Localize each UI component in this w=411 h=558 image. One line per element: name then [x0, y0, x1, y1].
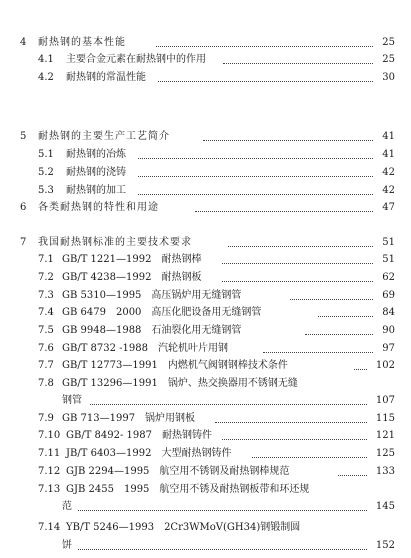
entry-title: 耐热钢的冶炼	[66, 149, 126, 160]
entry-number: 5.3	[38, 185, 54, 196]
dot-leader	[222, 280, 373, 282]
toc-entry	[0, 520, 411, 536]
dot-leader	[318, 315, 373, 317]
toc-entry	[0, 129, 411, 145]
dot-leader	[252, 456, 367, 458]
entry-page: 25	[382, 54, 395, 65]
dot-leader	[78, 548, 367, 550]
dot-leader	[338, 474, 367, 476]
toc-entry	[0, 235, 411, 251]
entry-title: 耐热钢的浇铸	[66, 167, 126, 178]
entry-title: 耐热钢的常温性能	[66, 72, 146, 83]
entry-title: JB/T 6403—1992 大型耐热钢铸件	[66, 448, 232, 459]
entry-page: 152	[375, 540, 395, 551]
entry-page: 125	[375, 448, 395, 459]
entry-title: 饼	[62, 540, 72, 551]
entry-title: GB 6479 2000 高压化肥设备用无缝钢管	[62, 307, 262, 318]
entry-page: 107	[375, 395, 395, 406]
entry-number: 4	[20, 37, 27, 48]
dot-leader	[78, 509, 367, 511]
entry-title: YB/T 5246—1993 2Cr3WMoV(GH34)钢锻制圆	[66, 522, 301, 533]
entry-number: 7.6	[38, 343, 54, 354]
toc-entry	[0, 376, 411, 392]
entry-number: 7	[20, 237, 27, 248]
dot-leader	[90, 403, 367, 405]
entry-number: 7.7	[38, 360, 54, 371]
entry-page: 145	[375, 501, 395, 512]
dot-leader	[228, 245, 373, 247]
entry-title: GJB 2294—1995 航空用不锈钢及耐热钢棒规范	[66, 466, 290, 477]
entry-page: 25	[382, 37, 395, 48]
entry-page: 47	[382, 202, 395, 213]
toc-entry-continued	[0, 538, 411, 554]
entry-title: GB/T 8732 -1988 汽轮机叶片用钢	[62, 343, 229, 354]
toc-entry	[0, 464, 411, 480]
entry-title: GB 5310—1995 高压锅炉用无缝钢管	[62, 290, 242, 301]
toc-entry-continued	[0, 393, 411, 409]
toc-entry	[0, 323, 411, 339]
toc-entry	[0, 341, 411, 357]
entry-title: 主要合金元素在耐热钢中的作用	[66, 54, 206, 65]
toc-entry	[0, 183, 411, 199]
toc-entry	[0, 70, 411, 86]
entry-page: 133	[375, 466, 395, 477]
dot-leader	[354, 368, 367, 370]
toc-entry	[0, 35, 411, 51]
entry-page: 42	[382, 167, 395, 178]
entry-page: 69	[382, 290, 395, 301]
entry-title: 钢管	[62, 395, 82, 406]
dot-leader	[203, 139, 373, 141]
toc-entry	[0, 428, 411, 444]
entry-title: 我国耐热钢标准的主要技术要求	[38, 237, 192, 248]
entry-title: GB/T 13296—1991 锅炉、热交换器用不锈钢无缝	[62, 378, 298, 389]
entry-number: 7.4	[38, 307, 54, 318]
toc-entry-continued	[0, 499, 411, 515]
toc-entry	[0, 270, 411, 286]
dot-leader	[195, 210, 373, 212]
entry-number: 7.12	[38, 466, 61, 477]
entry-number: 4.2	[38, 72, 54, 83]
entry-number: 7.3	[38, 290, 54, 301]
entry-number: 7.13	[38, 484, 61, 495]
toc-entry	[0, 482, 411, 498]
entry-title: 范	[62, 501, 72, 512]
entry-number: 7.5	[38, 325, 54, 336]
toc-entry	[0, 200, 411, 216]
dot-leader	[158, 80, 373, 82]
dot-leader	[223, 62, 373, 64]
entry-page: 90	[382, 325, 395, 336]
entry-title: GB 713—1997 锅炉用钢板	[62, 413, 196, 424]
toc-entry	[0, 358, 411, 374]
dot-leader	[138, 175, 373, 177]
entry-page: 51	[382, 237, 395, 248]
dot-leader	[222, 262, 373, 264]
toc-entry	[0, 252, 411, 268]
entry-page: 41	[382, 149, 395, 160]
entry-number: 6	[20, 202, 27, 213]
toc-entry	[0, 411, 411, 427]
entry-page: 51	[382, 254, 395, 265]
entry-title: GB/T 1221—1992 耐热钢棒	[62, 254, 202, 265]
toc-entry	[0, 288, 411, 304]
entry-number: 7.2	[38, 272, 54, 283]
dot-leader	[222, 438, 367, 440]
entry-title: GJB 2455 1995 航空用不锈及耐热钢板带和环还规	[66, 484, 310, 495]
entry-title: GB/T 12773—1991 内燃机气阀钢钢棒技术条件	[62, 360, 288, 371]
entry-page: 102	[375, 360, 395, 371]
entry-page: 97	[382, 343, 395, 354]
entry-number: 5.1	[38, 149, 54, 160]
entry-page: 41	[382, 131, 395, 142]
dot-leader	[215, 421, 367, 423]
entry-number: 7.9	[38, 413, 54, 424]
entry-number: 7.11	[38, 448, 61, 459]
entry-title: GB/T 4238—1992 耐热钢板	[62, 272, 202, 283]
entry-title: 耐热钢的基本性能	[38, 37, 126, 48]
entry-title: 各类耐热钢的特性和用途	[38, 202, 159, 213]
entry-number: 7.1	[38, 254, 54, 265]
toc-entry	[0, 446, 411, 462]
entry-number: 5.2	[38, 167, 54, 178]
toc-entry	[0, 52, 411, 68]
dot-leader	[156, 45, 373, 47]
toc-entry	[0, 147, 411, 163]
entry-number: 5	[20, 131, 27, 142]
entry-title: GB/T 8492- 1987 耐热钢铸件	[66, 430, 213, 441]
entry-number: 4.1	[38, 54, 54, 65]
entry-page: 121	[375, 430, 395, 441]
toc-entry	[0, 165, 411, 181]
entry-page: 30	[382, 72, 395, 83]
entry-page: 42	[382, 185, 395, 196]
entry-title: 耐热钢的加工	[66, 185, 126, 196]
dot-leader	[263, 351, 373, 353]
dot-leader	[290, 298, 373, 300]
entry-number: 7.8	[38, 378, 54, 389]
dot-leader	[138, 193, 373, 195]
entry-number: 7.14	[38, 522, 61, 533]
entry-page: 84	[382, 307, 395, 318]
entry-number: 7.10	[38, 430, 61, 441]
dot-leader	[305, 333, 373, 335]
dot-leader	[138, 157, 373, 159]
entry-page: 115	[375, 413, 395, 424]
toc-entry	[0, 305, 411, 321]
entry-title: GB 9948—1988 石油裂化用无缝钢管	[62, 325, 242, 336]
entry-page: 62	[382, 272, 395, 283]
entry-title: 耐热钢的主要生产工艺简介	[38, 131, 170, 142]
